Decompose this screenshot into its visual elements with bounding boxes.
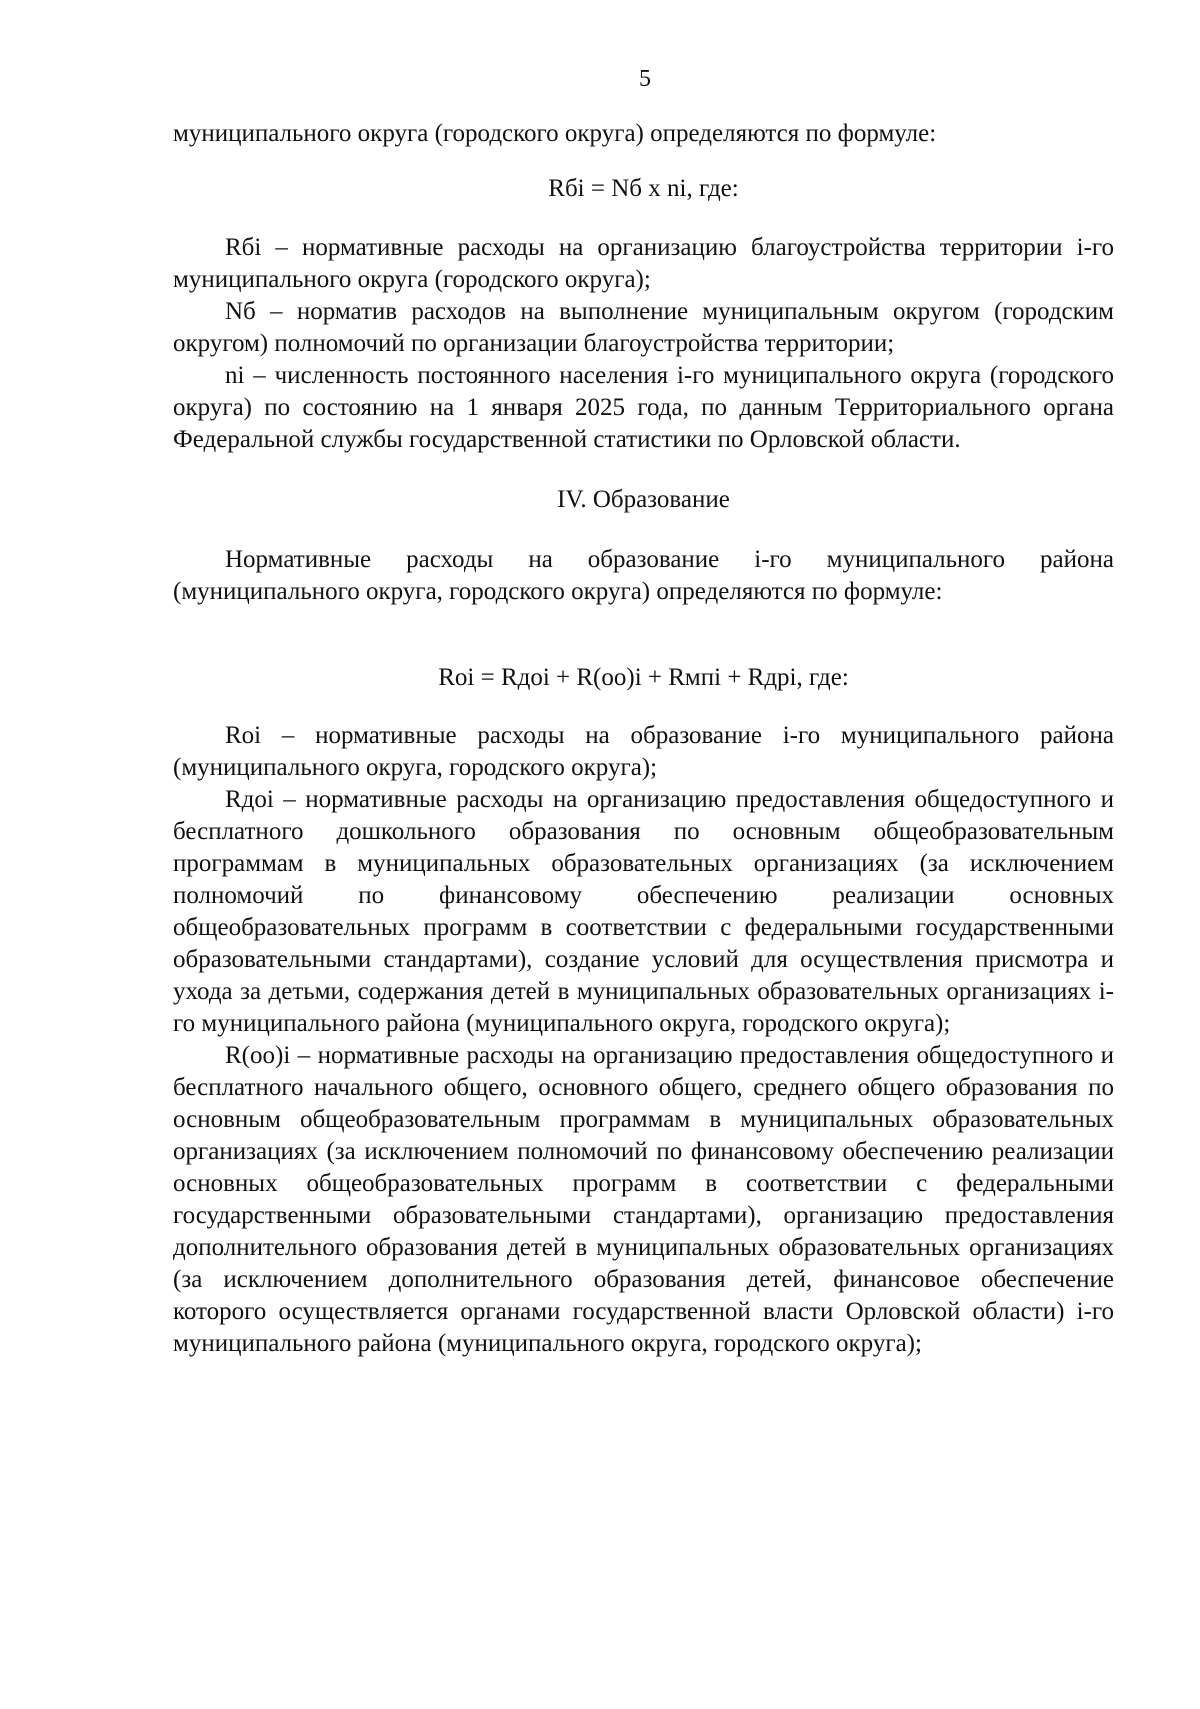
definitions-block-2 xyxy=(173,720,1114,1360)
page-number: 5 xyxy=(639,66,651,92)
document-body xyxy=(173,118,1114,1360)
section-intro: Нормативные расходы на образование i-го муниципального района (муниципального округа, городского округа) определяются по формуле: xyxy=(173,546,1114,605)
definitions-block-1 xyxy=(173,232,1114,456)
section-heading: IV. Образование xyxy=(557,486,730,513)
intro-line: муниципального округа (городского округа) определяются по формуле: xyxy=(173,120,937,147)
formula-1: Rбi = Nб x ni, где: xyxy=(548,175,739,202)
definition-rdoi: Rдoi – нормативные расходы на организацию предоставления общедоступного и бесплатного дошкольного образования по основным общеобразовательным программам в муниципальных образовательных организациях (за исключением полномочий по финансовому обеспечению реализации основных общеобразовательных программ в соответствии с федеральными государственными образовательными стандартами), создание условий для осуществления присмотра и ухода за детьми, содержания детей в муниципальных образовательных организациях i-го муниципального района (муниципального округа, городского округа); xyxy=(173,786,1114,1037)
definition-rbi: Rбi – нормативные расходы на организацию благоустройства территории i-го муниципального округа (городского округа); xyxy=(173,234,1114,293)
definition-rooi: R(oo)i – нормативные расходы на организацию предоставления общедоступного и бесплатного начального общего, основного общего, среднего общего образования по основным общеобразовательным программам в муниципальных образовательных организациях (за исключением полномочий по финансовому обеспечению реализации основных общеобразовательных программ в соответствии с федеральными государственными образовательными стандартами), организацию предоставления дополнительного образования детей в муниципальных образовательных организациях (за исключением дополнительного образования детей, финансовое обеспечение которого осуществляется органами государственной власти Орловской области) i-го муниципального района (муниципального округа, городского округа); xyxy=(173,1042,1114,1357)
definition-nb: Nб – норматив расходов на выполнение муниципальным округом (городским округом) полномочий по организации благоустройства территории; xyxy=(173,298,1114,357)
definition-ni: ni – численность постоянного населения i-го муниципального округа (городского округа) по состоянию на 1 января 2025 года, по данным Территориального органа Федеральной службы государственной статистики по Орловской области. xyxy=(173,362,1114,453)
definition-roi: Roi – нормативные расходы на образование i-го муниципального района (муниципального округа, городского округа); xyxy=(173,722,1114,781)
formula-2: Roi = Rдoi + R(oo)i + Rмпi + Rдрi, где: xyxy=(438,664,849,691)
